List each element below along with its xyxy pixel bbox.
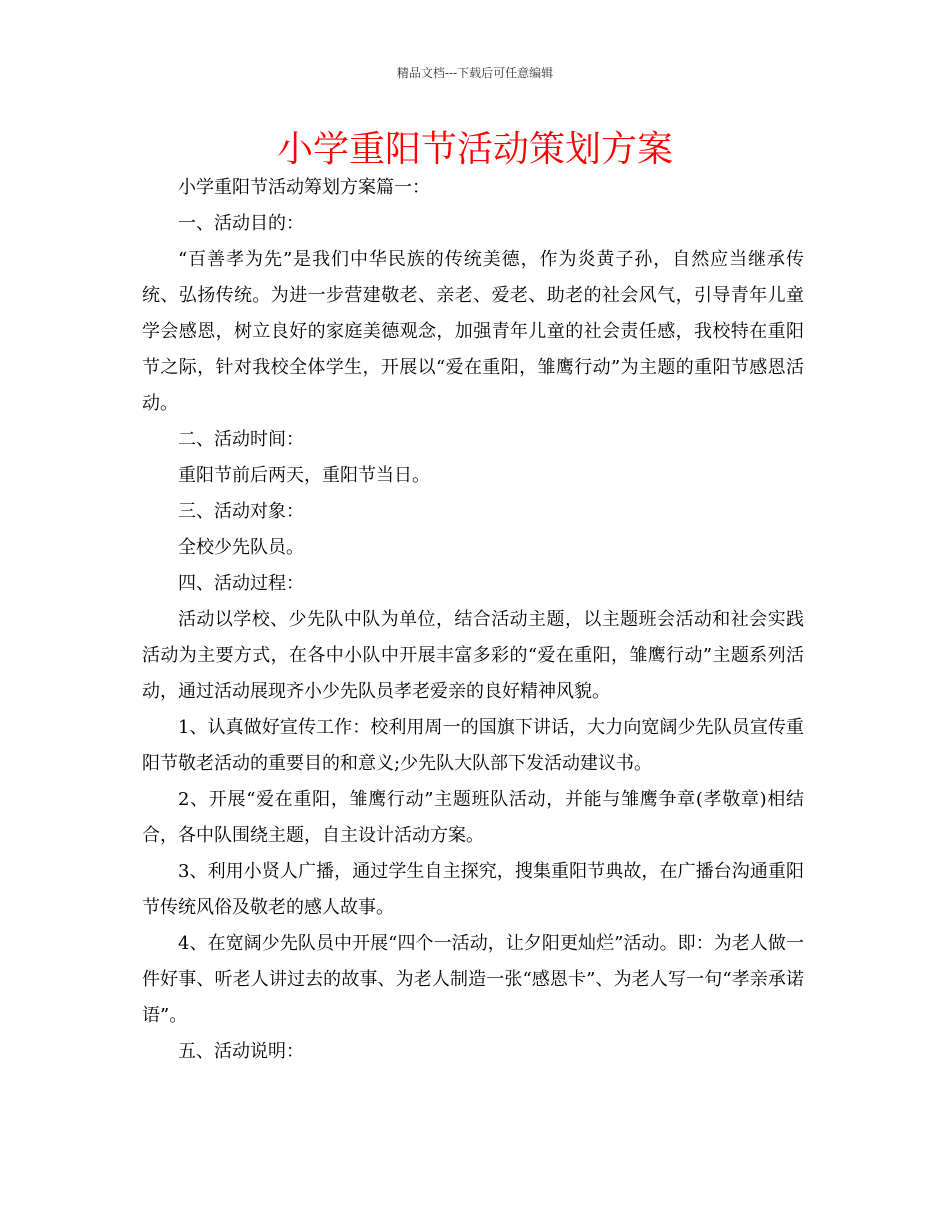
document-body <box>142 170 804 1070</box>
section-heading: 四、活动过程： <box>178 573 304 594</box>
page-header: 精品文档---下载后可任意编辑 <box>396 66 554 80</box>
paragraph: “百善孝为先”是我们中华民族的传统美德，作为炎黄子孙，自然应当继承传统、弘扬传统。为进一步营建敬老、亲老、爱老、助老的社会风气，引导青年儿童学会感恩，树立良好的家庭美德观念，加强青年儿童的社会责任感，我校特在重阳节之际，针对我校全体学生，开展以“爱在重阳，雏鹰行动”为主题的重阳节感恩活动。 <box>142 249 804 414</box>
paragraph: 活动以学校、少先队中队为单位，结合活动主题，以主题班会活动和社会实践活动为主要方式，在各中小队中开展丰富多彩的“爱在重阳，雏鹰行动”主题系列活动，通过活动展现齐小少先队员孝老爱亲的良好精神风貌。 <box>142 609 804 702</box>
list-item: 3、利用小贤人广播，通过学生自主探究，搜集重阳节典故，在广播台沟通重阳节传统风俗及敬老的感人故事。 <box>142 861 804 918</box>
section-heading: 一、活动目的： <box>178 213 304 234</box>
paragraph: 重阳节前后两天，重阳节当日。 <box>178 465 430 486</box>
list-item: 4、在宽阔少先队员中开展“四个一活动，让夕阳更灿烂”活动。即：为老人做一件好事、听老人讲过去的故事、为老人制造一张“感恩卡”、为老人写一句“孝亲承诺语”。 <box>142 933 804 1026</box>
list-item: 1、认真做好宣传工作：校利用周一的国旗下讲话，大力向宽阔少先队员宣传重阳节敬老活动的重要目的和意义;少先队大队部下发活动建议书。 <box>142 717 804 774</box>
list-item: 2、开展“爱在重阳，雏鹰行动”主题班队活动，并能与雏鹰争章(孝敬章)相结合，各中队围绕主题，自主设计活动方案。 <box>142 789 804 846</box>
document-title: 小学重阳节活动策划方案 <box>276 129 673 170</box>
section-heading: 三、活动对象： <box>178 501 304 522</box>
paragraph: 全校少先队员。 <box>178 537 304 558</box>
section-heading: 二、活动时间： <box>178 429 304 450</box>
section-heading: 五、活动说明： <box>178 1041 304 1062</box>
intro-line: 小学重阳节活动筹划方案篇一： <box>178 177 430 198</box>
